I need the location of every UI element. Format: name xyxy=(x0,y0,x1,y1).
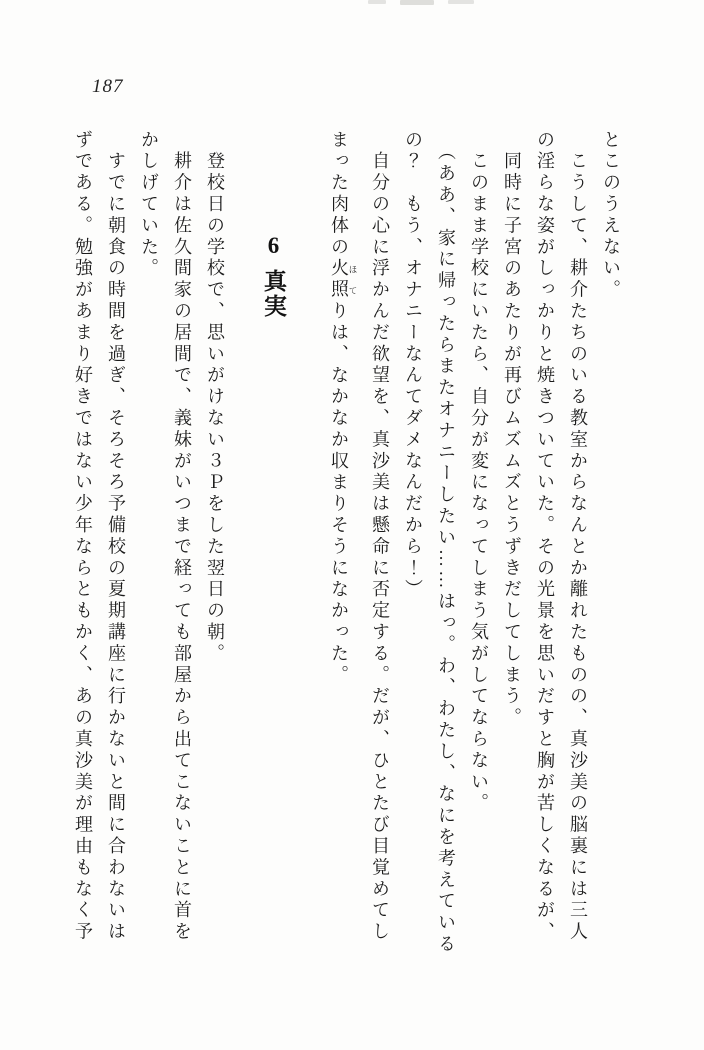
text-column: 耕介は佐久間家の居間で、義妹がいつまで経っても部屋から出てこないことに首を xyxy=(172,130,192,944)
text-column: の淫らな姿がしっかりと焼きついていた。その光景を思いだすと胸が苦しくなるが、 xyxy=(535,130,555,944)
text-column: かしげていた。 xyxy=(139,130,159,280)
chapter-number: 6 xyxy=(261,233,286,260)
text-column: このまま学校にいたら、自分が変になってしまう気がしてならない。 xyxy=(469,130,489,815)
ruby-annotated-word xyxy=(329,258,358,302)
section-heading xyxy=(254,233,284,319)
text-segment: りは、なかなか収まりそうになかった。 xyxy=(329,301,349,687)
ruby-base: 火照 xyxy=(329,258,349,302)
text-column: すでに朝食の時間を過ぎ、そろそろ予備校の夏期講座に行かないと間に合わないは xyxy=(106,130,126,944)
text-segment: まった肉体の xyxy=(329,130,349,259)
page-number: 187 xyxy=(92,76,124,97)
text-column xyxy=(329,130,358,687)
text-column: 登校日の学校で、思いがけない３Ｐをした翌日の朝。 xyxy=(205,130,225,665)
text-column: （ああ、家に帰ったらまたオナニーしたい……はっ。わ、わたし、なにを考えている xyxy=(436,130,456,956)
chapter-title: 真実 xyxy=(261,269,286,319)
text-column: 自分の心に浮かんだ欲望を、真沙美は懸命に否定する。だが、ひとたび目覚めてし xyxy=(370,130,390,944)
cropped-header-artifact xyxy=(368,0,474,5)
text-column: こうして、耕介たちのいる教室からなんとか離れたものの、真沙美の脳裏には三人 xyxy=(568,130,588,944)
text-column: 同時に子宮のあたりが再びムズムズとうずきだしてしまう。 xyxy=(502,130,522,730)
text-column: の？ もう、オナニーなんてダメなんだから！） xyxy=(403,130,423,601)
text-column: とこのうえない。 xyxy=(601,130,621,302)
furigana: ほて xyxy=(348,258,358,302)
text-column: ずである。勉強があまり好きではない少年ならともかく、あの真沙美が理由もなく予 xyxy=(73,130,93,944)
